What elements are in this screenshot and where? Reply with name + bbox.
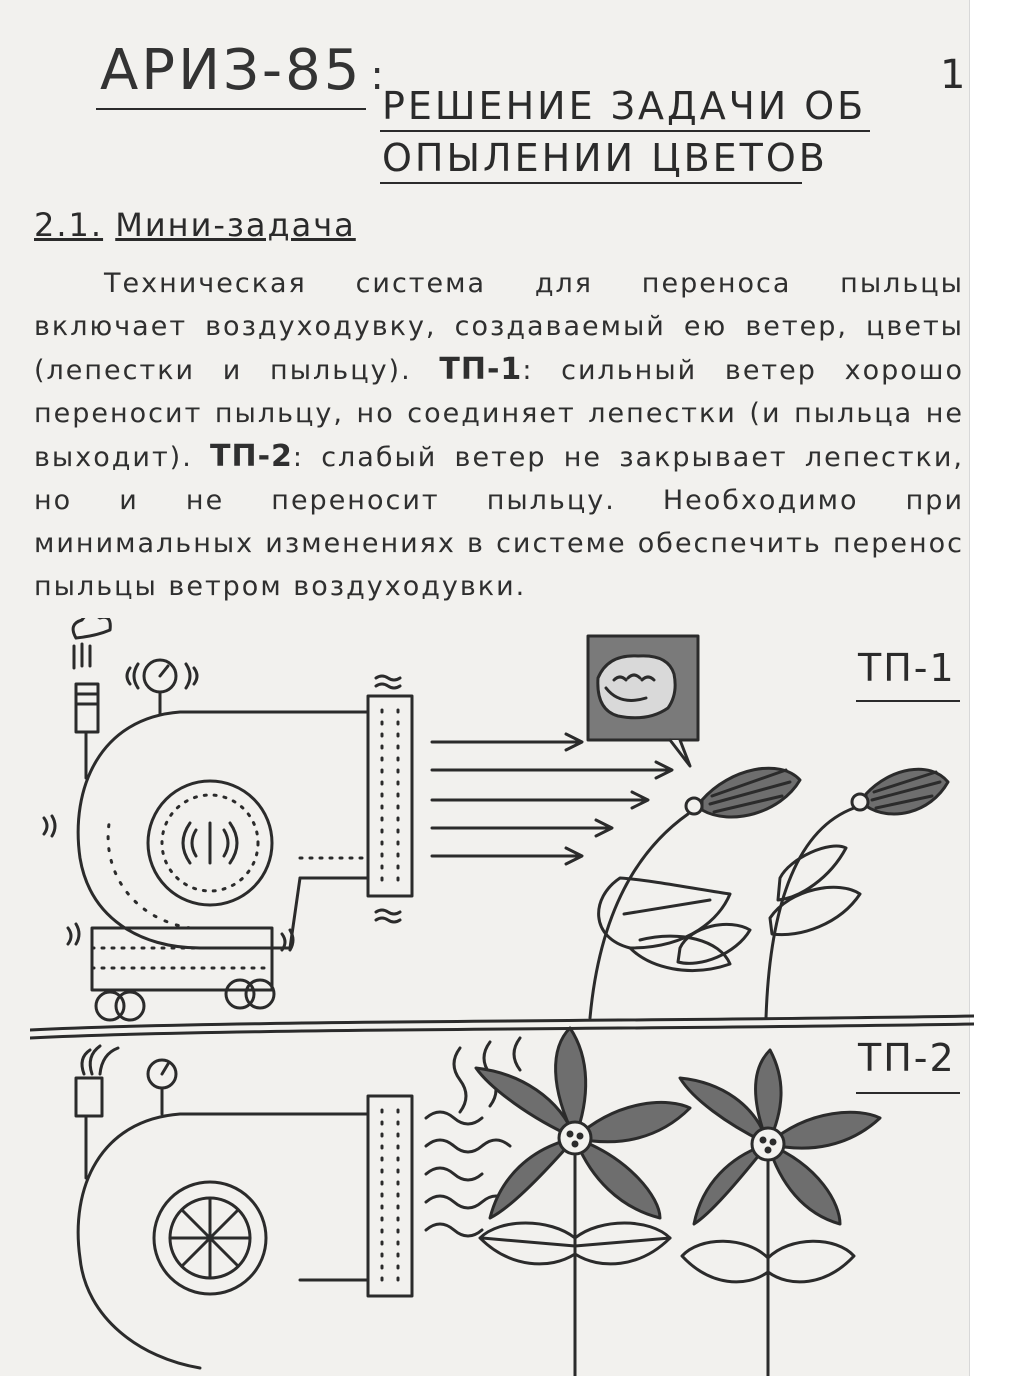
panel-label-tp2: ТП-2 — [858, 1036, 956, 1080]
body-part-2: : сильный ветер хорошо переносит пыльцу, но соединяет лепестки (и пыльца не выходит). — [34, 355, 965, 473]
body-part-3: : слабый ветер не закрывает лепестки, но и не переносит пыльцу. Необходимо при минимальных изменениях в системе обеспечить перенос пыльцы ветром воздуходувки. — [34, 442, 964, 602]
page-number: 1 — [940, 52, 967, 98]
illustration — [30, 618, 974, 1376]
wind-arrows-icon — [432, 734, 672, 864]
section-number: 2.1. — [34, 206, 104, 244]
title-line-2: ОПЫЛЕНИИ ЦВЕТОВ — [382, 136, 828, 180]
body-tp2-label: ТП-2 — [210, 439, 293, 474]
blower-icon — [44, 618, 412, 1020]
title-underline-line2 — [380, 182, 802, 184]
body-tp1-label: ТП-1 — [439, 352, 523, 387]
illustration-svg — [30, 618, 974, 1376]
body-paragraph — [34, 262, 964, 608]
pressure-gauge-icon — [127, 660, 197, 714]
open-flower-icon-2 — [680, 1050, 880, 1376]
fist-icon — [588, 636, 698, 766]
title-separator: : — [370, 53, 387, 99]
panel-label-tp1: ТП-1 — [858, 646, 956, 690]
title-main — [100, 38, 395, 103]
open-flower-icon — [476, 1028, 690, 1376]
title-line-1: РЕШЕНИЕ ЗАДАЧИ ОБ — [382, 84, 867, 128]
section-title: Мини-задача — [115, 206, 356, 244]
title-underline-line1 — [380, 130, 870, 132]
title-ariz: АРИЗ-85 — [100, 38, 363, 103]
title-underline-main — [96, 108, 366, 110]
title-subtitle — [382, 80, 866, 184]
scan-edge-strip — [969, 0, 1020, 1376]
body-part-1: Техническая система для переноса пыльцы включает воздуходувку, создаваемый ею ветер, цветы (лепестки и пыльцу). — [34, 268, 964, 386]
blower-icon-2 — [76, 1046, 412, 1368]
section-heading — [34, 206, 356, 244]
